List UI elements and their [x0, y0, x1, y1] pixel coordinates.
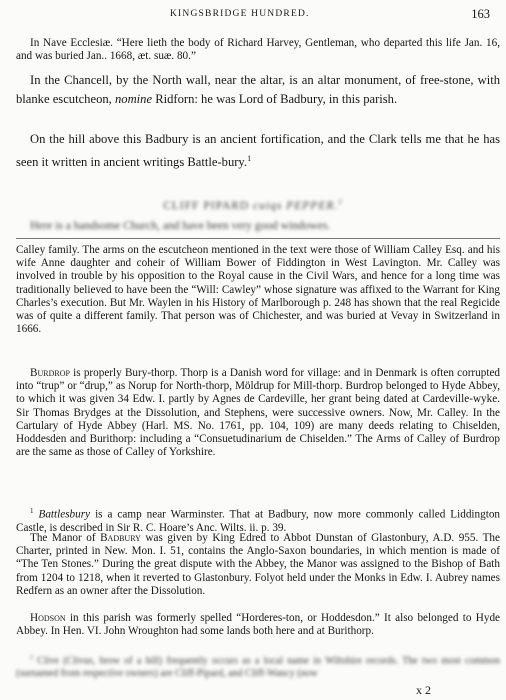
footnote-ref-1: 1 [247, 154, 252, 163]
hodson-label: Hodson [30, 612, 66, 624]
page-number: 163 [471, 7, 490, 21]
section-title-alias: cuiqs PEPPER. [253, 199, 339, 212]
footnote-1-text: is a camp near Warminster. That at Badbury, now more commonly called Liddington Castle, is described in Sir R. C. Hoare’s Anc. Wilts. ii. p. 39. [16, 508, 501, 534]
badbury-prefix: The Manor of [30, 532, 96, 544]
badbury-label: Badbury [100, 532, 141, 544]
church-line: Here is a handsome Church, and have been very good windowes. [30, 220, 331, 232]
nomine-word: nomine [114, 92, 153, 106]
burdrop-label: Burdrop [30, 367, 70, 379]
signature-mark: x 2 [416, 683, 431, 697]
footnote-rule [16, 238, 500, 239]
section-title: CLIFF PIPARD [163, 199, 250, 212]
footnote-ref-2: 2 [338, 198, 343, 206]
chancell-text: In the Chancell, by the North wall, near the altar, is an altar monument, of free-stone, with blanke escutcheon, [16, 73, 500, 106]
hill-paragraph [16, 130, 500, 172]
nave-label: In Nave Ecclesiæ. [30, 37, 113, 49]
section-heading [0, 198, 506, 212]
footnote-1-mark: 1 [30, 507, 34, 515]
footnote-1 [16, 505, 500, 535]
footnote-2-mark: 2 [30, 655, 33, 661]
nave-paragraph [16, 37, 500, 63]
nave-inscription: “Here lieth the body of Richard Harvey, Gentleman, who departed this life Jan. 16, and was buried Jan.. 1668, æt. suæ. 80.” [16, 37, 500, 63]
burdrop-text: is properly Bury-thorp. Thorp is a Danish word for village: and in Denmark is often corrupted into “trup” or “drup,” as Norup for North-thorp, Möldrup for Mill-thorp. Burdrop belonged to Hyde Abbey, to which it was given 34 Edw. I. partly by Agnes de Cardeville, her grant being dated at Cardeville-wyke. Sir Thomas Brydges at the Dissolution, and Stephens, were successive owners. Now, Mr. Calley. In the Cartulary of Hyde Abbey (Harl. MS. No. 1761, pp. 104, 109) are many deeds relating to Chiselden, Hoddesden and Burithorp: including a “Consuetudinarium de Chiselden.” The Arms of Calley of Burdrop are the same as those of Calley of Yorkshire. [16, 367, 500, 459]
chancell-tail: Ridforn: he was Lord of Badbury, in this parish. [155, 92, 398, 106]
calley-note: Calley family. The arms on the escutcheon mentioned in the text were those of William Calley Esq. and his wife Anne daughter and coheir of William Bower of Fiddington in West Lavington. Mr. Calley was involved in trouble by his opposition to the Royal cause in the Civil Wars, and hence for a long time was traditionally believed to have been the “Will: Cawley” whose signature was affixed to the Warrant for King Charles’s execution. But Mr. Waylen in his History of Marlborough p. 248 has shown that the real Regicide was of quite a different family. That person was of Chichester, and was buried at Vevay in Switzerland in 1666. [16, 244, 500, 336]
footnote-2-text: Clive (Clivus, brow of a hill) frequently occurs as a local name in Wiltshire records. The two most common (surnamed from respective owners) are Cliff-Pipard, and Cliff-Wancy (now [16, 655, 501, 680]
footnote-2 [16, 652, 500, 680]
page-header [170, 9, 490, 23]
hodson-text: in this parish was formerly spelled “Horderes-ton, or Hoddesdon.” It also belonged to Hyde Abbey. In Hen. VI. John Wroughton had some lands both here and at Burithorp. [16, 612, 501, 638]
badbury-text: was given by King Edred to Abbot Dunstan of Glastonbury, A.D. 955. The Charter, printed in New. Mon. I. 51, contains the Anglo-Saxon boundaries, in which mention is made of “The Ten Stones.” During the great dispute with the Abbey, the Manor was assigned to the Bishop of Bath from 1204 to 1218, when it reverted to Glastonbury. Folyot held under the Monks in Edw. I. Aubrey names Redfern as an owner after the Dissolution. [16, 532, 500, 597]
running-head: KINGSBRIDGE HUNDRED. [170, 9, 310, 19]
footnote-1-label: Battlesbury [38, 508, 91, 521]
hill-text: On the hill above this Badbury is an ancient fortification, and the Clark tells me that he has seen it written in ancient writings Battle-bury. [16, 132, 500, 170]
burdrop-note [16, 367, 500, 459]
hodson-note [16, 612, 500, 638]
badbury-note [16, 532, 500, 598]
chancell-paragraph [16, 71, 500, 109]
